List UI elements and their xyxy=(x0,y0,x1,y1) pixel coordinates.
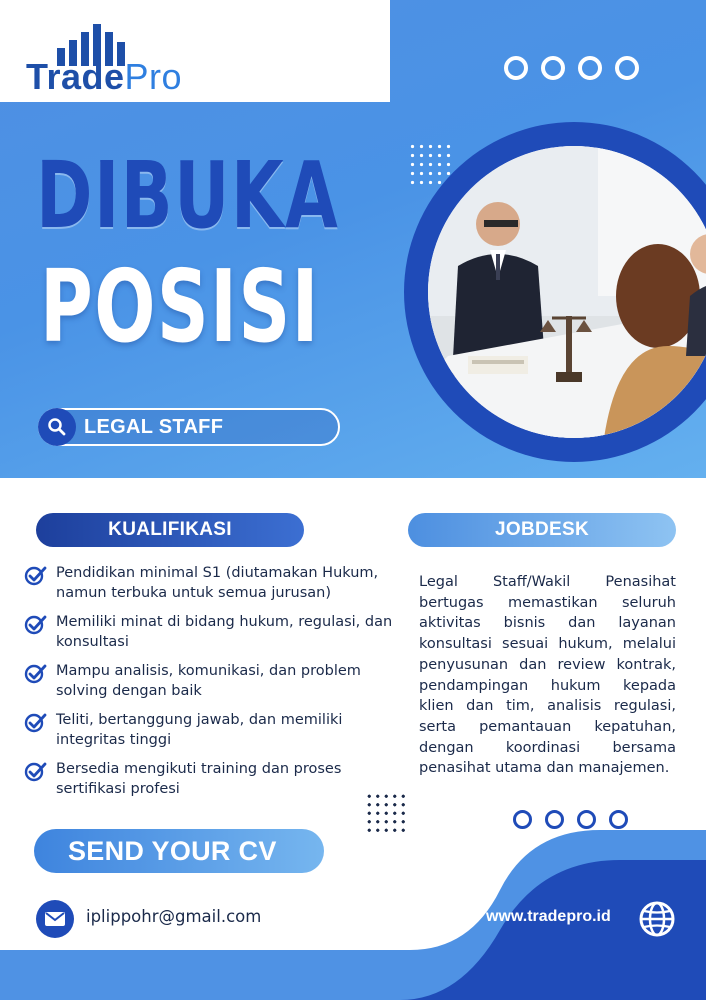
list-item xyxy=(24,760,408,799)
list-item xyxy=(24,613,408,652)
mail-icon xyxy=(36,900,74,938)
contact-email-link[interactable]: iplippohr@gmail.com xyxy=(86,907,262,926)
position-search-bar xyxy=(38,408,340,446)
check-circle-icon xyxy=(24,761,48,783)
jobdesk-heading-text: JOBDESK xyxy=(495,519,589,540)
brand-logo: TradePro xyxy=(26,56,183,97)
ring-icon xyxy=(615,56,639,80)
send-cv-label: SEND YOUR CV xyxy=(68,835,277,866)
ring-icon xyxy=(504,56,528,80)
office-meeting-photo xyxy=(428,146,706,438)
globe-icon xyxy=(638,900,676,938)
decorative-rings-bottom xyxy=(513,810,628,829)
ring-icon xyxy=(578,56,602,80)
qualification-text: Memiliki minat di bidang hukum, regulasi, dan konsultasi xyxy=(56,614,393,650)
check-circle-icon xyxy=(24,663,48,685)
hero-section xyxy=(0,0,706,478)
search-icon xyxy=(38,408,76,446)
qualification-text: Mampu analisis, komunikasi, dan problem solving dengan baik xyxy=(56,663,361,699)
ring-icon xyxy=(609,810,628,829)
list-item xyxy=(24,711,408,750)
list-item xyxy=(24,564,408,603)
ring-icon xyxy=(513,810,532,829)
photo-frame xyxy=(404,122,706,462)
qualification-text: Bersedia mengikuti training dan proses sertifikasi profesi xyxy=(56,761,342,797)
decorative-dot-grid xyxy=(365,792,407,834)
check-circle-icon xyxy=(24,712,48,734)
qualification-text: Pendidikan minimal S1 (diutamakan Hukum, namun terbuka untuk semua jurusan) xyxy=(56,565,379,601)
qualifications-heading-text: KUALIFIKASI xyxy=(108,519,232,540)
jobdesk-heading xyxy=(408,513,676,547)
position-label: LEGAL STAFF xyxy=(84,416,224,438)
check-circle-icon xyxy=(24,614,48,636)
list-item xyxy=(24,662,408,701)
logo-area xyxy=(0,0,390,102)
ring-icon xyxy=(545,810,564,829)
jobdesk-description: Legal Staff/Wakil Penasihat bertugas memastikan seluruh aktivitas bisnis dan layanan konsultasi sesuai hukum, melalui penyusunan dan review kontrak, pendampingan hukum kepada klien dan tim, analisis regulasi, serta pemantauan kepatuhan, dengan koordinasi bersama penasihat utama dan manajemen. xyxy=(419,574,676,777)
decorative-rings-top xyxy=(504,56,639,80)
check-circle-icon xyxy=(24,565,48,587)
website-link[interactable]: www.tradepro.id xyxy=(486,908,611,925)
ring-icon xyxy=(577,810,596,829)
qualifications-list xyxy=(24,564,408,809)
headline-line-1: DIBUKA xyxy=(36,142,340,249)
qualifications-heading xyxy=(36,513,304,547)
send-cv-button[interactable] xyxy=(34,829,324,873)
ring-icon xyxy=(541,56,565,80)
headline-line-2: POSISI xyxy=(40,248,320,365)
qualification-text: Teliti, bertanggung jawab, dan memiliki integritas tinggi xyxy=(56,712,343,748)
